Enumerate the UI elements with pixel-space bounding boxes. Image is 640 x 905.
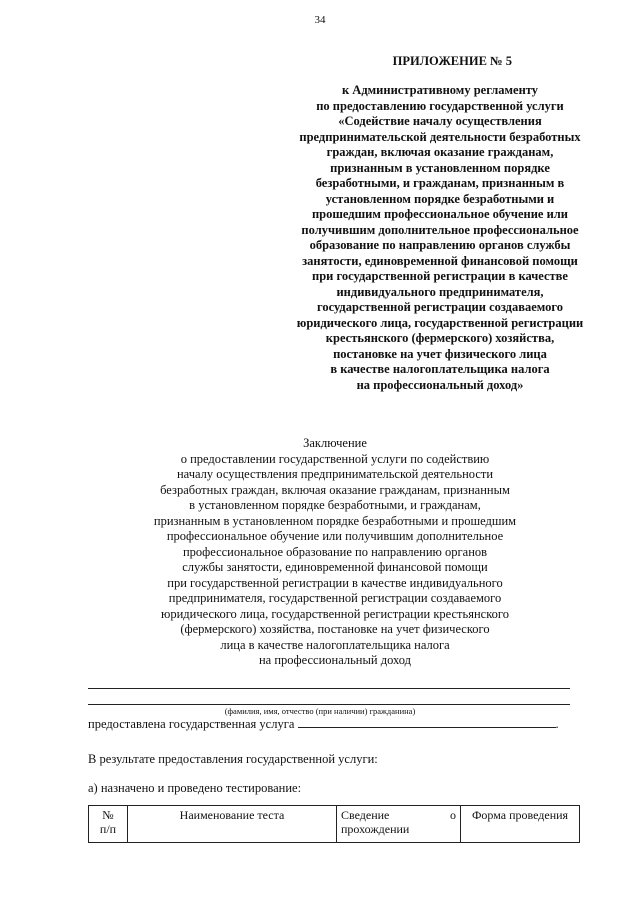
testing-text: а) назначено и проведено тестирование: (88, 781, 302, 795)
text-line: по предоставлению государственной услуги (316, 98, 564, 113)
appendix-title: ПРИЛОЖЕНИЕ № 5 (392, 54, 512, 68)
text-line: постановке на учет физического лица (333, 346, 547, 361)
text-line: при государственной регистрации в качестве (312, 269, 568, 283)
page-number: 34 (314, 14, 326, 26)
text-line: лица в качестве налогоплательщика налога (220, 637, 450, 652)
text-line: Заключение (303, 436, 367, 450)
text-line: образование по направлению органов службы (309, 238, 571, 252)
text-line: юридического лица, государственной регистрации (296, 315, 584, 330)
text-line: при государственной регистрации в качестве индивидуального (167, 575, 503, 590)
col-test-name-header: Наименование теста (128, 806, 337, 843)
testing-table (88, 805, 580, 843)
text-line: крестьянского (фермерского) хозяйства, (325, 331, 555, 345)
text-line: (фермерского) хозяйства, постановке на учет физического (180, 622, 490, 636)
table-header-row (89, 806, 580, 843)
service-provided-row (88, 717, 559, 732)
text-line: безработными, и гражданам, признанным в (315, 176, 565, 190)
appendix-heading (290, 54, 590, 393)
text-line: занятости, единовременной финансовой помощи (302, 253, 578, 268)
text-line: профессиональное обучение или получившим дополнительное (166, 529, 504, 543)
text-line: «Содействие началу осуществления (338, 114, 542, 128)
text-line: о предоставлении государственной услуги по содействию (180, 451, 490, 466)
text-line: установленном порядке безработными и (325, 191, 555, 206)
text-line: предпринимателя, государственной регистрации создаваемого (168, 591, 502, 605)
appendix-subtitle (290, 83, 590, 393)
text-line: началу осуществления предпринимательской деятельности (176, 467, 494, 481)
text-line: в качестве налогоплательщика налога (330, 362, 550, 376)
text-line: граждан, включая оказание гражданам, (326, 145, 554, 159)
text-line: на профессиональный доход» (356, 377, 524, 392)
text-line: прошедшим профессиональное обучение или (311, 207, 569, 221)
text-line: государственной регистрации создаваемого (316, 300, 564, 314)
conclusion-title-block (120, 436, 550, 669)
col-form-header: Форма проведения (461, 806, 580, 843)
text-line: к Административному регламенту (341, 83, 538, 97)
col-number-header: № п/п (89, 806, 128, 843)
text-line: индивидуального предпринимателя, (336, 284, 544, 299)
service-provided-label: предоставлена государственная услуга (88, 717, 295, 731)
text-line: безработных граждан, включая оказание гражданам, признанным (160, 482, 510, 497)
fio-line-1 (88, 688, 570, 689)
text-line: получившим дополнительное профессиональное (301, 222, 579, 237)
col-passing-info-header: Сведение о прохождении (337, 806, 461, 843)
service-provided-field[interactable] (298, 717, 556, 728)
fio-caption: (фамилия, имя, отчество (при наличии) гражданина) (224, 706, 416, 716)
result-text: В результате предоставления государственной услуги: (88, 752, 378, 766)
service-provided-end: . (555, 717, 559, 731)
text-line: признанным в установленном порядке (330, 160, 550, 175)
text-line: юридического лица, государственной регистрации крестьянского (161, 606, 509, 621)
text-line: профессиональное образование по направлению органов (182, 544, 488, 559)
text-line: признанным в установленном порядке безработными и прошедшим (153, 513, 517, 528)
text-line: предпринимательской деятельности безработных (299, 129, 581, 144)
fio-line-2 (88, 704, 570, 705)
text-line: службы занятости, единовременной финансовой помощи (182, 560, 488, 574)
text-line: на профессиональный доход (258, 653, 412, 667)
text-line: в установленном порядке безработными, и гражданам, (189, 498, 481, 512)
